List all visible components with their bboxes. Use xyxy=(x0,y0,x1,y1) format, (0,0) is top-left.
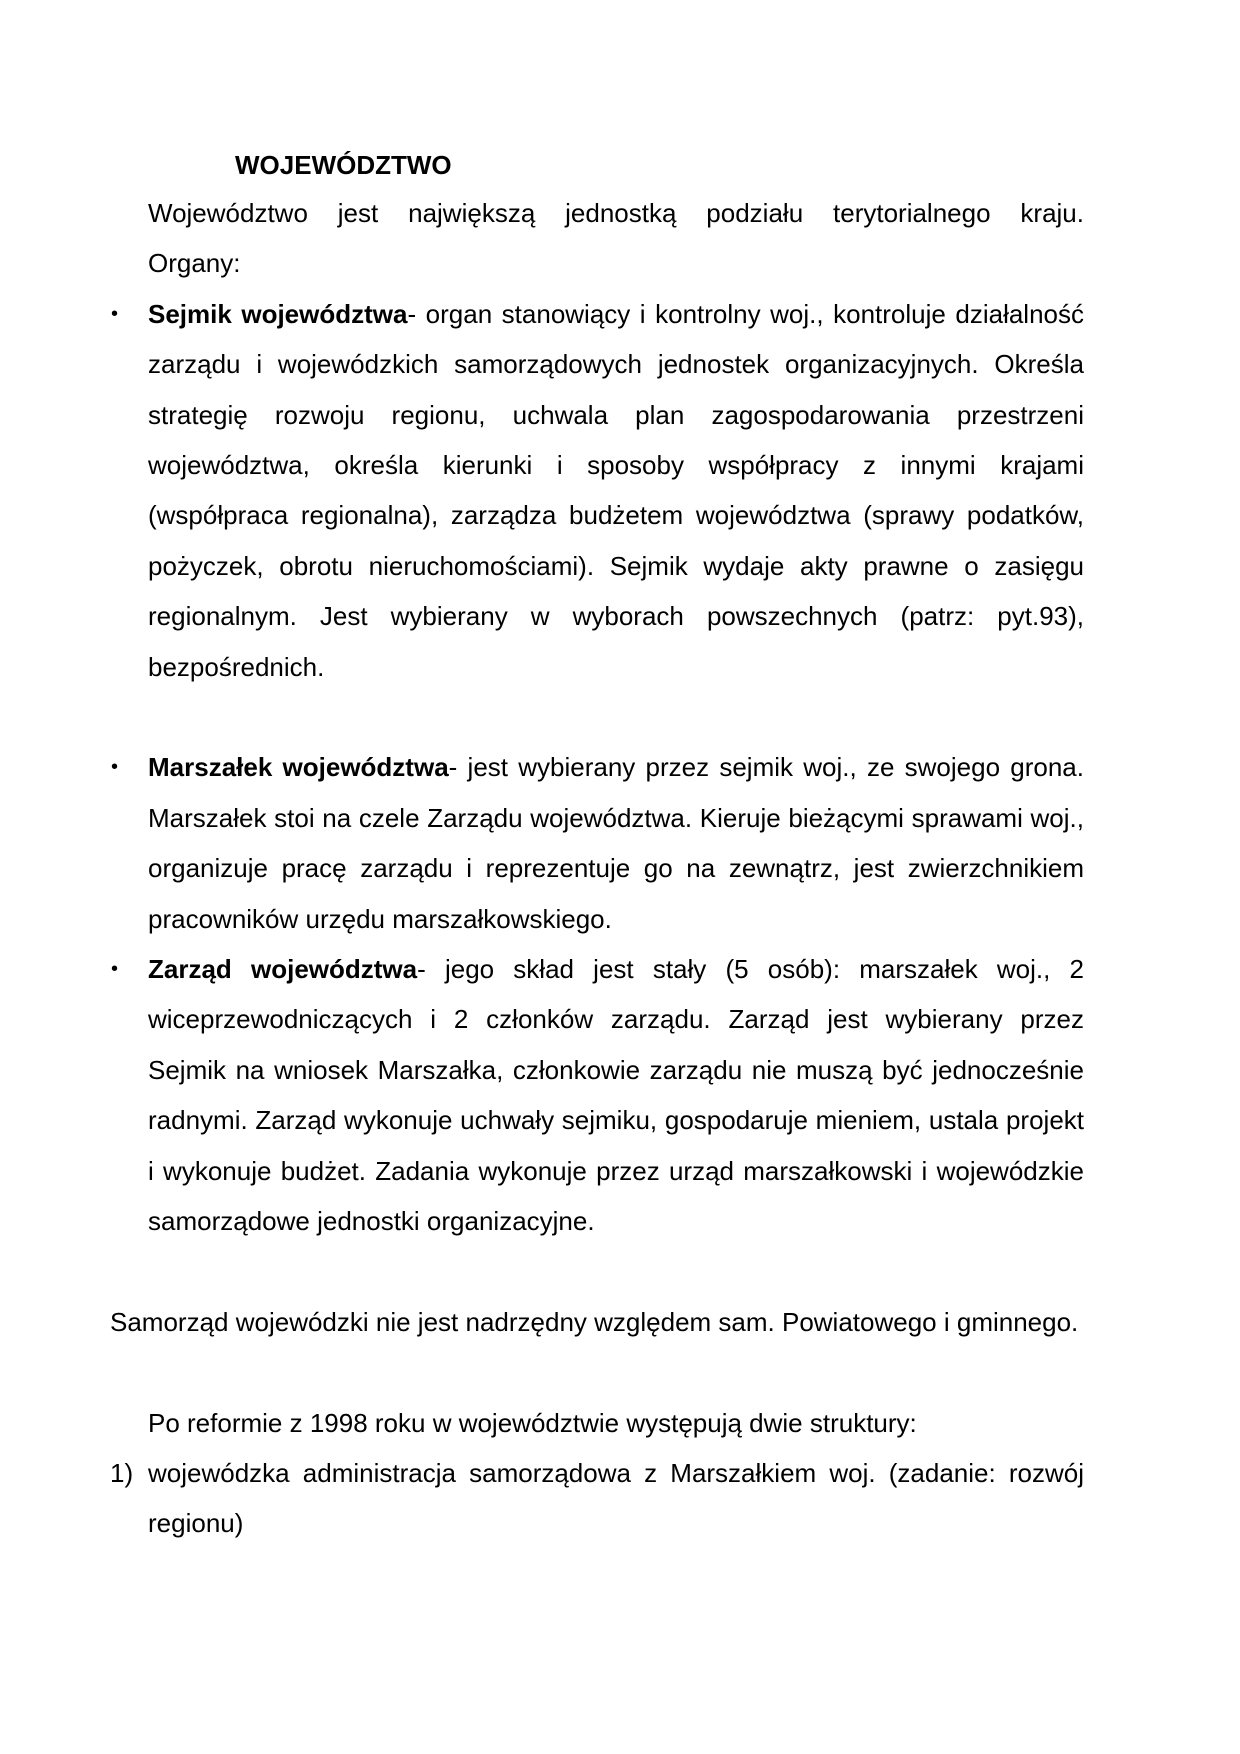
numbered-item-text: wojewódzka administracja samorządowa z Marszałkiem woj. (zadanie: rozwój regionu) xyxy=(148,1458,1084,1539)
bullet-icon: • xyxy=(111,302,119,325)
list-item-zarzad xyxy=(111,944,1084,1246)
list-item-marszalek xyxy=(111,742,1084,944)
description-marszalek: - jest wybierany przez sejmik woj., ze swojego grona. Marszałek stoi na czele Zarządu województwa. Kieruje bieżącymi sprawami woj., organizuje pracę zarządu i reprezentuje go na zewnątrz, jest zwierzchnikiem pracowników urzędu marszałkowskiego. xyxy=(148,752,1084,934)
closing-paragraph: Samorząd wojewódzki nie jest nadrzędny względem sam. Powiatowego i gminnego. xyxy=(110,1306,1079,1337)
term-zarzad: Zarząd województwa xyxy=(148,954,418,984)
reform-intro: Po reformie z 1998 roku w województwie występują dwie struktury: xyxy=(148,1407,917,1438)
item-number: 1) xyxy=(110,1458,134,1488)
page-title: WOJEWÓDZTWO xyxy=(235,150,452,180)
description-sejmik: - organ stanowiący i kontrolny woj., kontroluje działalność zarządu i wojewódzkich samorządowych jednostek organizacyjnych. Określa strategię rozwoju regionu, uchwala plan zagospodarowania przestrzeni województwa, określa kierunki i sposoby współpracy z innymi krajami (współpraca regionalna), zarządza budżetem województwa (sprawy podatków, pożyczek, obrotu nieruchomościami). Sejmik wydaje akty prawne o zasięgu regionalnym. Jest wybierany w wyborach powszechnych (patrz: pyt.93), bezpośrednich. xyxy=(148,298,1084,682)
bullet-icon: • xyxy=(111,756,119,779)
term-marszalek: Marszałek województwa xyxy=(148,752,449,783)
list-item-sejmik xyxy=(111,289,1084,692)
term-sejmik: Sejmik województwa xyxy=(148,298,408,329)
numbered-item-1 xyxy=(110,1448,1084,1549)
intro-paragraph: Województwo jest największą jednostką podziału terytorialnego kraju. xyxy=(148,198,1084,228)
organs-label: Organy: xyxy=(148,248,241,279)
description-zarzad: - jego skład jest stały (5 osób): marszałek woj., 2 wiceprzewodniczących i 2 członków zarządu. Zarząd jest wybierany przez Sejmik na wniosek Marszałka, członkowie zarządu nie muszą być jednocześnie radnymi. Zarząd wykonuje uchwały sejmiku, gospodaruje mieniem, ustala projekt i wykonuje budżet. Zadania wykonuje przez urząd marszałkowski i wojewódzkie samorządowe jednostki organizacyjne. xyxy=(148,954,1084,1237)
bullet-icon: • xyxy=(111,958,119,980)
